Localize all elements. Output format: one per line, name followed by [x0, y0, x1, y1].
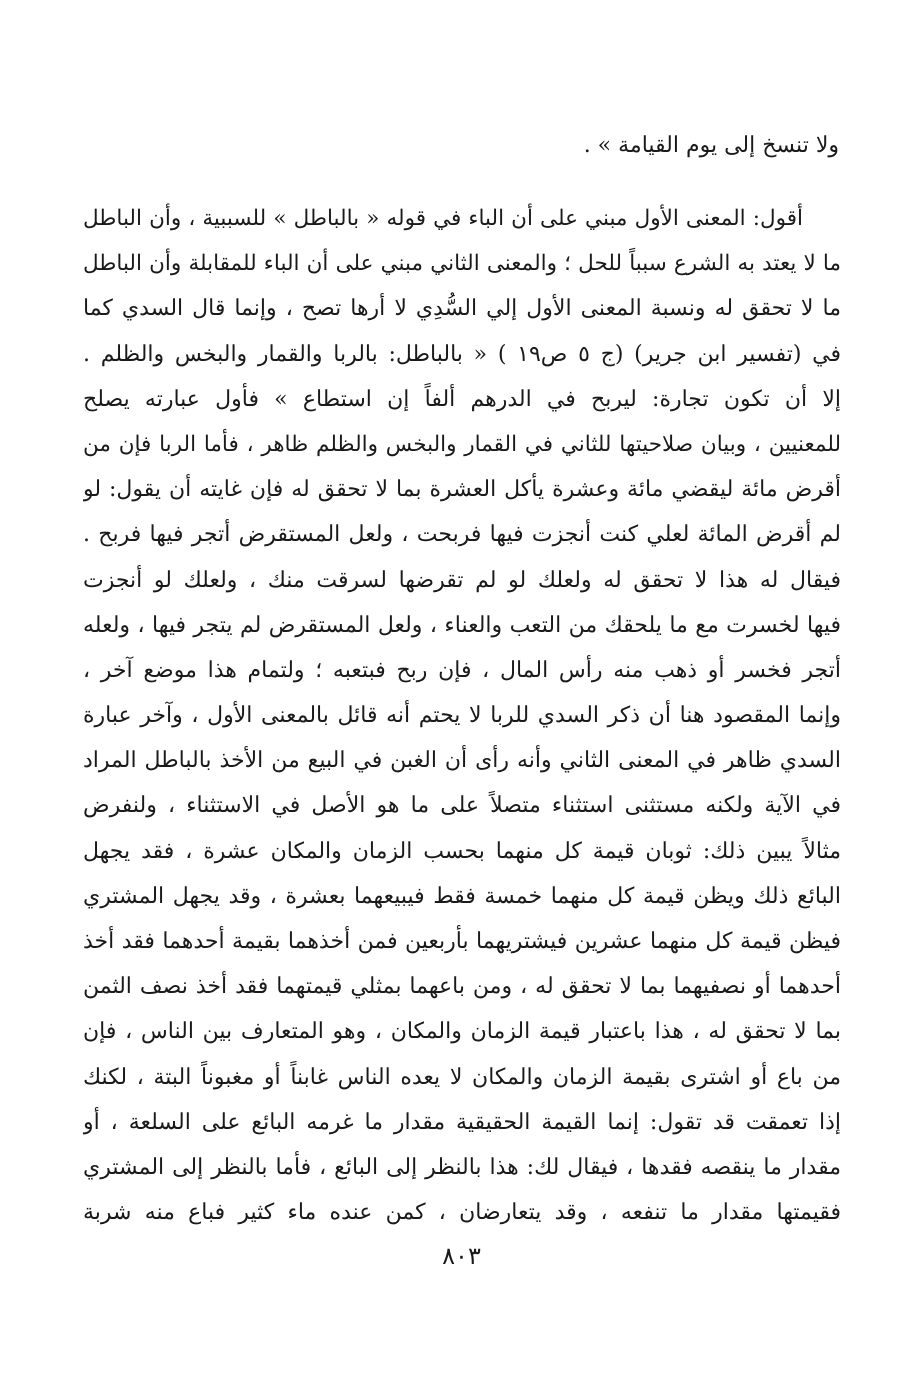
- opening-line: ولا تنسخ إلى يوم القيامة » .: [583, 133, 839, 158]
- text-line: للمعنيين ، وبيان صلاحيتها للثاني في القمار والبخس والظلم ظاهر ، فأما الربا فإن من: [83, 431, 841, 457]
- text-line: فيقال له هذا لا تحقق له ولعلك لو لم تقرضها لسرقت منك ، ولعلك لو أنجزت: [83, 567, 841, 593]
- text-line: أتجر فخسر أو ذهب منه رأس المال ، فإن ربح فبتعبه ؛ ولتمام هذا موضع آخر ،: [83, 657, 841, 683]
- text-line: فيظن قيمة كل منهما عشرين فيشتريهما بأربعين فمن أخذهما بقيمة أحدهما فقد أخذ: [83, 929, 841, 954]
- text-line: أقرض مائة ليقضي مائة وعشرة يأكل العشرة بما لا تحقق له فإن غايته أن يقول: لو: [83, 477, 841, 503]
- text-line: البائع ذلك ويظن قيمة كل منهما خمسة فقط فيبيعهما بعشرة ، وقد يجهل المشتري: [83, 883, 841, 909]
- text-line: وإنما المقصود هنا أن ذكر السدي للربا لا يحتم أنه قائل بالمعنى الأول ، وآخر عبارة: [83, 703, 841, 729]
- text-line: ما لا يعتد به الشرع سبباً للحل ؛ والمعنى الثاني مبني على أن الباء للمقابلة وأن الباطل: [83, 251, 841, 277]
- text-line: بما لا تحقق له ، هذا باعتبار قيمة الزمان والمكان ، وهو المتعارف بين الناس ، فإن: [83, 1019, 841, 1045]
- text-line: أحدهما أو نصفيهما بما لا تحقق له ، ومن باعهما بمثلي قيمتهما فقد أخذ نصف الثمن: [83, 974, 841, 1000]
- text-line: السدي ظاهر في المعنى الثاني وأنه رأى أن الغبن في البيع من الأخذ بالباطل المراد: [83, 748, 841, 774]
- text-line: مثالاً يبين ذلك: ثوبان قيمة كل منهما بحسب الزمان والمكان عشرة ، فقد يجهل: [83, 838, 841, 864]
- text-line: في الآية ولكنه مستثنى استثناء متصلاً على ما هو الأصل في الاستثناء ، ولنفرض: [83, 793, 841, 819]
- text-line: ما لا تحقق له ونسبة المعنى الأول إلي السُّدِي لا أرها تصح ، وإنما قال السدي كما: [83, 296, 841, 322]
- text-line: فيها لخسرت مع ما يلحقك من التعب والعناء ، ولعل المستقرض لم يتجر فيها ، ولعله: [83, 612, 841, 638]
- text-line: لم أقرض المائة لعلي كنت أنجزت فيها فربحت ، ولعل المستقرض أتجر فيها فربح .: [83, 522, 841, 548]
- text-line: أقول: المعنى الأول مبني على أن الباء في قوله « بالباطل » للسببية ، وأن الباطل: [83, 206, 803, 231]
- text-line: من باع أو اشترى بقيمة الزمان والمكان لا يعده الناس غابناً أو مغبوناً البتة ، لكنك: [83, 1064, 841, 1090]
- body-paragraph: [83, 196, 841, 1235]
- text-line: فقيمتها مقدار ما تنفعه ، وقد يتعارضان ، كمن عنده ماء كثير فباع منه شربة: [83, 1200, 841, 1226]
- text-line: إلا أن تكون تجارة: ليربح في الدرهم ألفاً إن استطاع » فأول عبارته يصلح: [83, 386, 841, 412]
- text-line: إذا تعمقت قد تقول: إنما القيمة الحقيقية مقدار ما غرمه البائع على السلعة ، أو: [83, 1109, 841, 1135]
- page-number: ٨٠٣: [442, 1242, 481, 1270]
- text-line: مقدار ما ينقصه فقدها ، فيقال لك: هذا بالنظر إلى البائع ، فأما بالنظر إلى المشتري: [83, 1154, 841, 1180]
- text-line: في (تفسير ابن جرير) (ج ٥ ص١٩ ) « بالباطل: بالربا والقمار والبخس والظلم .: [83, 341, 841, 367]
